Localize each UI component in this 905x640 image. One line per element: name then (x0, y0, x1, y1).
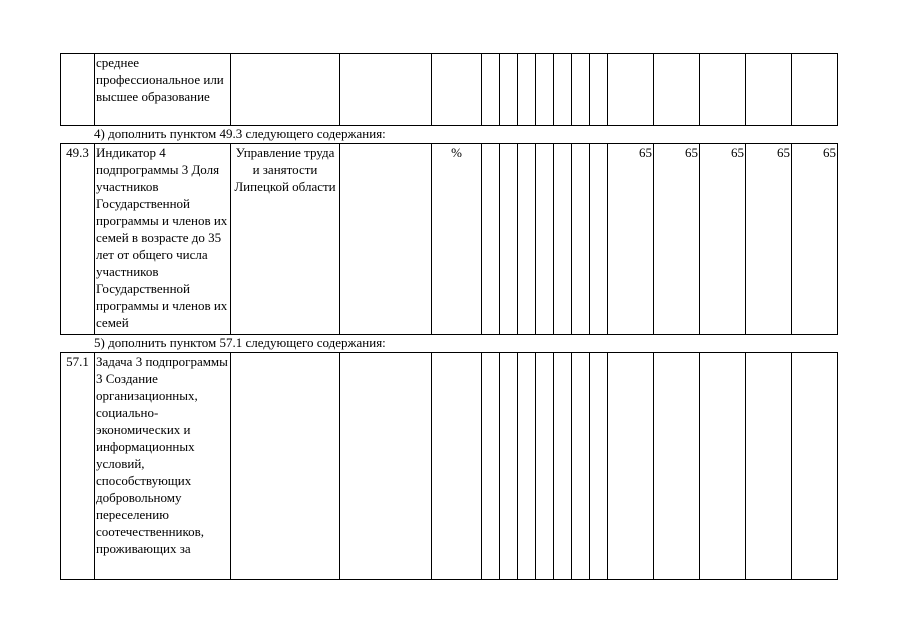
row-value-cell: 65 (608, 144, 654, 335)
row-empty-cell (536, 54, 554, 126)
table-row (61, 353, 838, 580)
row-number-cell: 57.1 (61, 353, 95, 580)
row-executor-cell (231, 144, 340, 335)
row-empty-cell (500, 144, 518, 335)
row-empty-cell (482, 54, 500, 126)
row-name-cell (95, 353, 231, 580)
row-empty-cell (572, 144, 590, 335)
row-empty-cell (518, 144, 536, 335)
row-value-cell (746, 353, 792, 580)
row-unit-cell (432, 54, 482, 126)
row-empty-cell (572, 353, 590, 580)
row-value-cell (700, 353, 746, 580)
table-fragment-3 (60, 352, 838, 580)
row-empty-cell (536, 353, 554, 580)
row-value-cell (792, 54, 838, 126)
table-fragment-2 (60, 143, 838, 335)
row-empty-cell (554, 144, 572, 335)
table-row (61, 54, 838, 126)
row-name-text: Индикатор 4 подпрограммы 3 Доля участников Государственной программы и членов их семей в возрасте до 35 лет от общего числа участников Государственной программы и членов их семей (96, 145, 228, 330)
row-name-cell (95, 54, 231, 126)
row-value-cell (792, 353, 838, 580)
row-executor-text: Управление труда и занятости Липецкой области (234, 145, 336, 194)
row-empty-cell (590, 144, 608, 335)
row-empty-cell (536, 144, 554, 335)
row-value-cell: 65 (792, 144, 838, 335)
row-empty-cell (554, 54, 572, 126)
row-name-cell (95, 144, 231, 335)
row-empty-cell (500, 353, 518, 580)
row-empty-cell (500, 54, 518, 126)
row-value-cell (746, 54, 792, 126)
row-value-cell: 65 (746, 144, 792, 335)
row-value-cell: 65 (654, 144, 700, 335)
table-row (61, 144, 838, 335)
row-empty-cell (590, 353, 608, 580)
row-value-cell (608, 54, 654, 126)
row-name-text: среднее профессиональное или высшее образование (96, 55, 224, 104)
row-name-text: Задача 3 подпрограммы 3 Создание организационных, социально-экономических и информационных условий, способствующих добровольному переселению соотечественников, проживающих за (96, 354, 228, 556)
amendment-note: 5) дополнить пунктом 57.1 следующего содержания: (94, 335, 386, 350)
row-number-cell (61, 54, 95, 126)
row-empty-cell (572, 54, 590, 126)
row-empty-cell (554, 353, 572, 580)
row-empty-cell (340, 54, 432, 126)
row-empty-cell (340, 144, 432, 335)
row-empty-cell (482, 144, 500, 335)
row-empty-cell (482, 353, 500, 580)
row-executor-cell (231, 353, 340, 580)
row-empty-cell (518, 54, 536, 126)
row-empty-cell (340, 353, 432, 580)
row-number-cell: 49.3 (61, 144, 95, 335)
amendment-note: 4) дополнить пунктом 49.3 следующего содержания: (94, 126, 386, 141)
row-value-cell (608, 353, 654, 580)
table-fragment-1 (60, 53, 838, 126)
row-executor-cell (231, 54, 340, 126)
row-empty-cell (518, 353, 536, 580)
row-value-cell (654, 54, 700, 126)
row-value-cell (654, 353, 700, 580)
row-value-cell: 65 (700, 144, 746, 335)
row-unit-cell (432, 353, 482, 580)
row-unit-cell: % (432, 144, 482, 335)
row-value-cell (700, 54, 746, 126)
row-empty-cell (590, 54, 608, 126)
